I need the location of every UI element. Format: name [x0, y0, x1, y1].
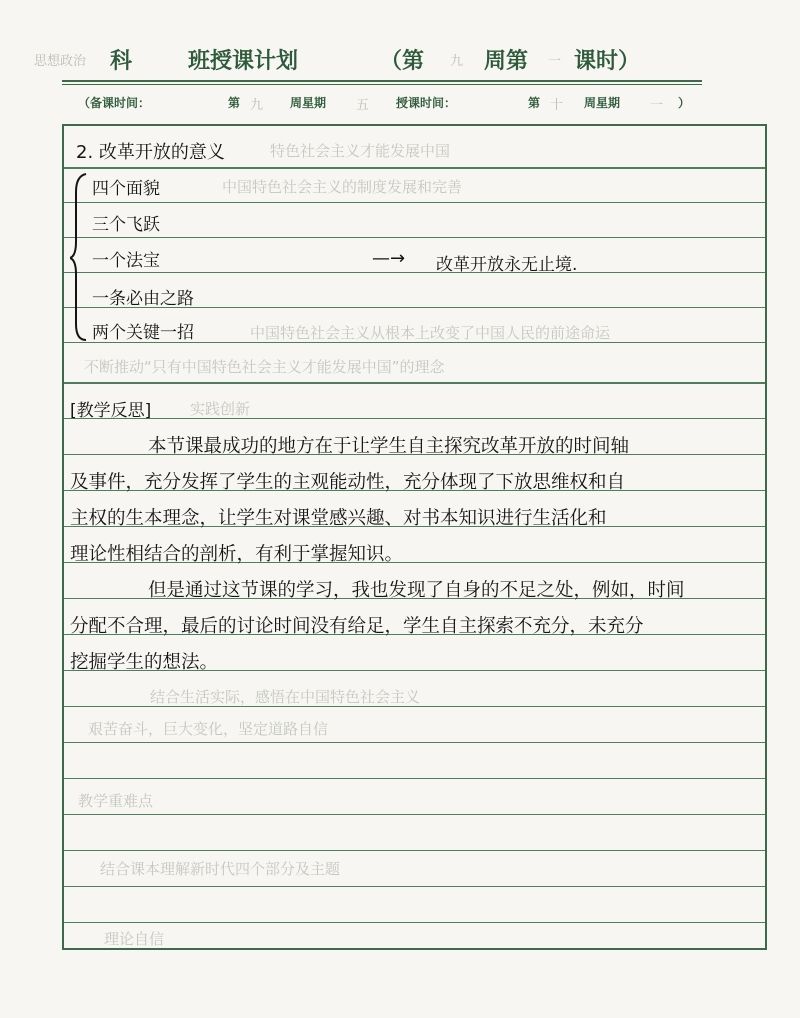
bleed-text: 实践创新	[190, 400, 251, 418]
ruled-line	[64, 814, 765, 815]
paragraph-line: 分配不合理，最后的讨论时间没有给足，学生自主探索不充分，未充分	[70, 616, 644, 637]
prep-di: 第	[228, 96, 241, 110]
prep-time-label: （备课时间：	[78, 96, 151, 110]
bleed-text: 中国特色社会主义从根本上改变了中国人民的前途命运	[250, 324, 611, 342]
teach-di: 第	[528, 96, 541, 110]
paragraph-line: 理论性相结合的剖析，有利于掌握知识。	[70, 544, 404, 565]
list-item: 两个关键一招	[92, 323, 194, 343]
header-rule	[62, 80, 702, 82]
section-heading: 2. 改革开放的意义	[76, 142, 225, 163]
ruled-line	[64, 742, 765, 743]
header-lesson-label: 课时）	[574, 48, 641, 74]
paragraph-line: 及事件，充分发挥了学生的主观能动性，充分体现了下放思维权和自	[70, 472, 626, 493]
bleed-text: 教学重难点	[78, 792, 154, 810]
paragraph-line: 挖掘学生的想法。	[70, 652, 219, 673]
bleed-text: 艰苦奋斗，巨大变化，坚定道路自信	[88, 720, 329, 738]
ruled-line	[64, 418, 765, 419]
conclusion-text: 改革开放永无止境.	[436, 255, 578, 275]
header-title-row	[0, 44, 800, 84]
list-item: 一个法宝	[92, 251, 160, 271]
bleed-text: 不断推动“只有中国特色社会主义才能发展中国”的理念	[84, 358, 445, 376]
list-item: 三个飞跃	[92, 215, 160, 235]
teach-day: 一	[650, 98, 664, 113]
header-week-label: 周第	[484, 48, 529, 74]
header-title: 班授课计划	[188, 48, 299, 74]
ruled-line	[64, 778, 765, 779]
ruled-line	[64, 167, 765, 169]
time-meta-row	[0, 94, 800, 114]
header-lesson-num: 一	[548, 54, 562, 69]
ruled-line	[64, 272, 765, 273]
header-subject-suffix: 科	[110, 48, 133, 74]
teach-week-num: 十	[550, 98, 564, 113]
teach-time-label: 授课时间：	[396, 96, 457, 110]
header-corner-text: 思想政治	[34, 54, 87, 69]
bleed-text: 特色社会主义才能发展中国	[270, 142, 451, 160]
prep-week-num: 九	[250, 98, 264, 113]
ruled-line	[64, 886, 765, 887]
bleed-text: 中国特色社会主义的制度发展和完善	[222, 178, 463, 196]
reflection-title: [教学反思]	[70, 401, 152, 421]
ruled-line	[64, 202, 765, 203]
header-week-num: 九	[450, 54, 464, 69]
ruled-line	[64, 922, 765, 923]
meta-close: ）	[678, 96, 691, 110]
paragraph-line: 本节课最成功的地方在于让学生自主探究改革开放的时间轴	[148, 436, 630, 457]
paragraph-line: 主权的生本理念，让学生对课堂感兴趣、对书本知识进行生活化和	[70, 508, 607, 529]
ruled-line	[64, 237, 765, 238]
prep-day: 五	[356, 98, 370, 113]
prep-week-label: 周星期	[290, 96, 327, 110]
list-item: 一条必由之路	[92, 289, 194, 309]
teach-week-label: 周星期	[584, 96, 621, 110]
paragraph-line: 但是通过这节课的学习，我也发现了自身的不足之处，例如，时间	[148, 580, 685, 601]
ruled-box	[62, 124, 767, 950]
header-rule-thin	[62, 84, 702, 85]
bleed-text: 结合课本理解新时代四个部分及主题	[100, 860, 341, 878]
ruled-line	[64, 382, 765, 384]
ruled-line	[64, 850, 765, 851]
arrow-icon: —→	[372, 248, 406, 269]
header-bracket-left: （第	[380, 48, 425, 74]
list-item: 四个面貌	[92, 179, 160, 199]
bleed-text: 理论自信	[104, 930, 165, 948]
curly-brace	[70, 172, 92, 342]
bleed-text: 结合生活实际，感悟在中国特色社会主义	[150, 688, 421, 706]
